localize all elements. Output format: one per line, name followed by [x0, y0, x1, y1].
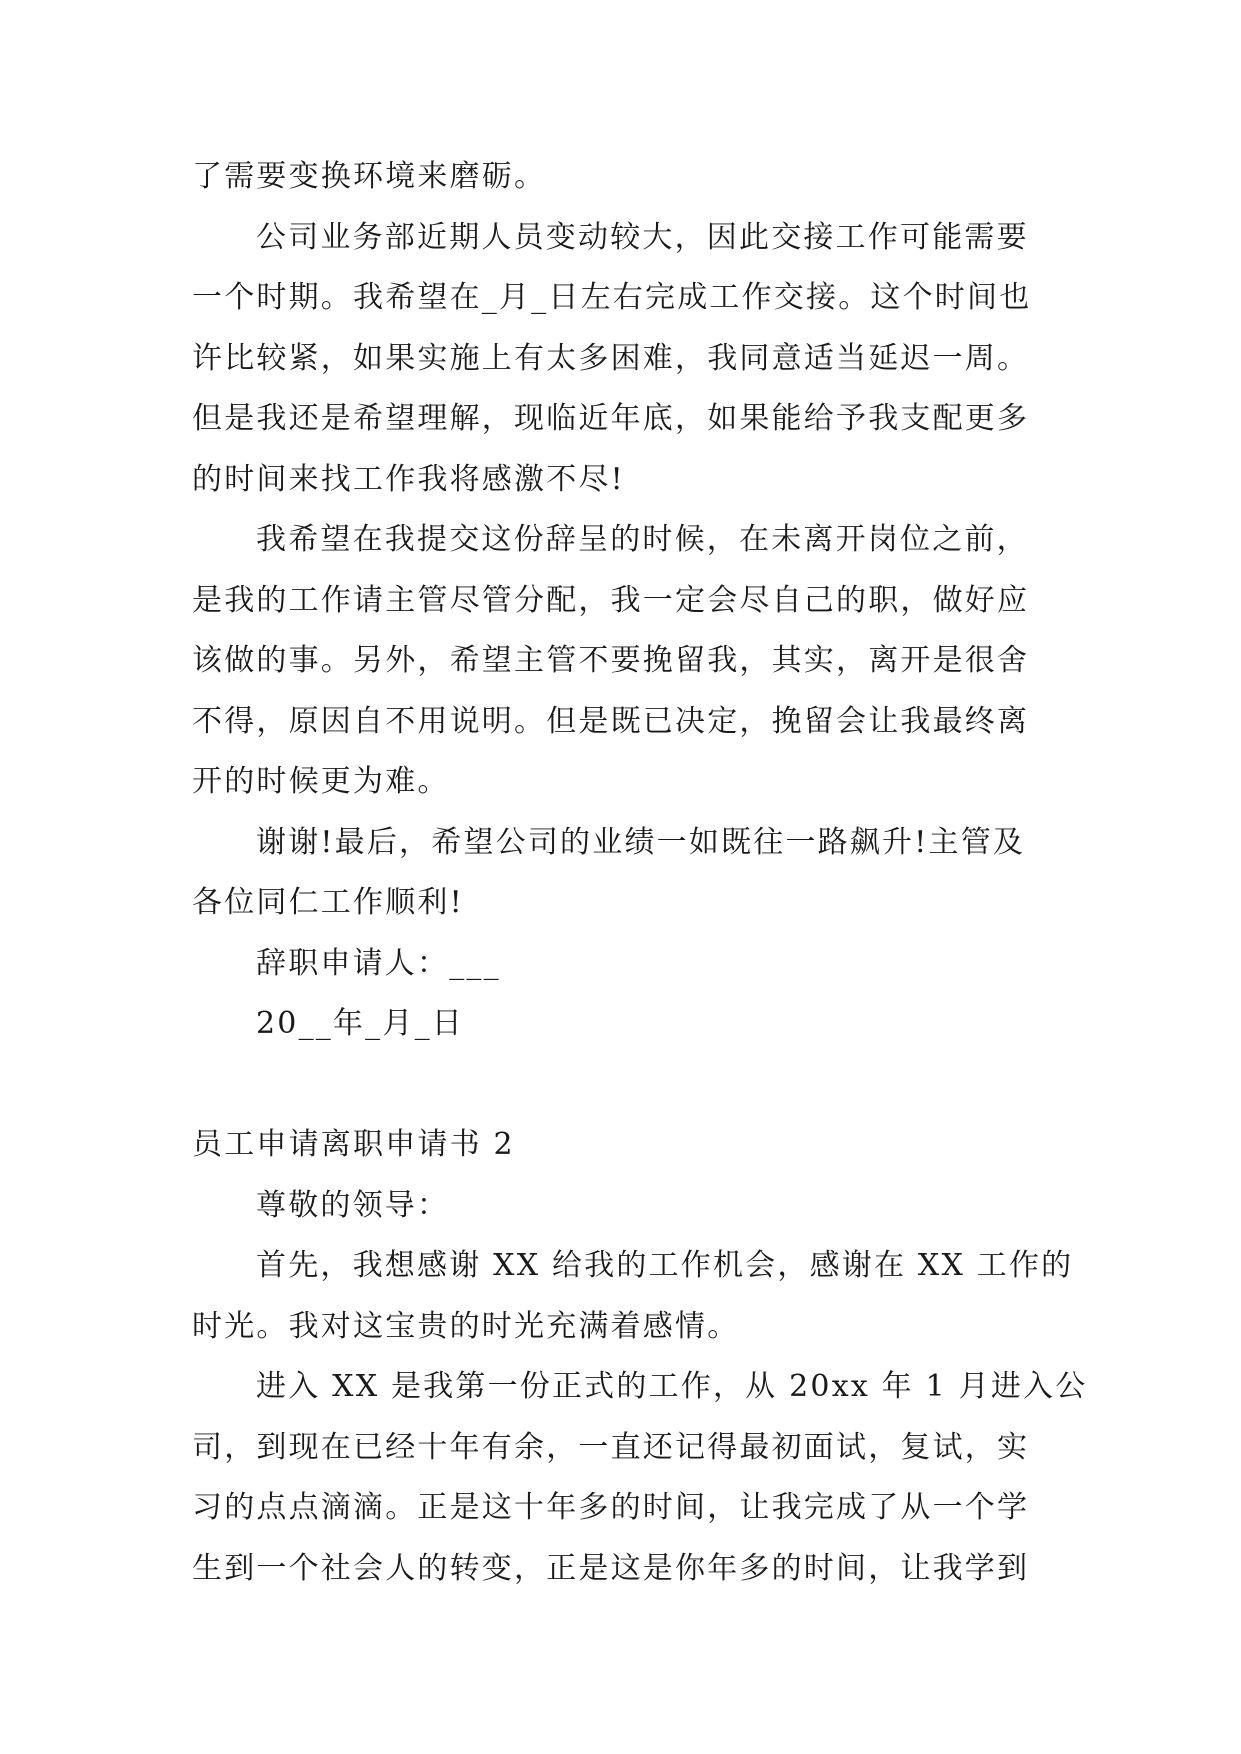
paragraph-line: 首先，我想感谢 XX 给我的工作机会，感谢在 XX 工作的 [256, 1248, 1074, 1283]
paragraph-line: 生到一个社会人的转变，正是这是你年多的时间，让我学到 [192, 1550, 1030, 1586]
paragraph-line: 公司业务部近期人员变动较大，因此交接工作可能需要 [256, 219, 1029, 255]
paragraph-line: 不得，原因自不用说明。但是既已决定，挽留会让我最终离 [192, 703, 1030, 739]
paragraph-line: 一个时期。我希望在_月_日左右完成工作交接。这个时间也 [192, 280, 1032, 315]
paragraph-line: 的时间来找工作我将感激不尽! [192, 461, 625, 497]
signature-date: 20__年_月_日 [256, 1006, 464, 1041]
paragraph-line: 进入 XX 是我第一份正式的工作，从 20xx 年 1 月进入公 [256, 1369, 1088, 1404]
section-gap [192, 1055, 1052, 1116]
paragraph-line: 该做的事。另外，希望主管不要挽留我，其实，离开是很舍 [192, 643, 1030, 678]
paragraph-line: 但是我还是希望理解，现临近年底，如果能给予我支配更多 [192, 401, 1030, 436]
paragraph-line: 司，到现在已经十年有余，一直还记得最初面试，复试，实 [192, 1429, 1030, 1465]
paragraph-line: 各位同仁工作顺利! [192, 885, 464, 920]
paragraph-line: 时光。我对这宝贵的时光充满着感情。 [192, 1308, 740, 1344]
section-title: 员工申请离职申请书 2 [192, 1127, 515, 1162]
paragraph-line: 了需要变换环境来磨砺。 [192, 159, 547, 194]
paragraph-line: 开的时候更为难。 [192, 764, 450, 799]
paragraph-line: 我希望在我提交这份辞呈的时候，在未离开岗位之前， [256, 522, 1029, 557]
paragraph-line: 是我的工作请主管尽管分配，我一定会尽自己的职，做好应 [192, 582, 1030, 618]
document-body [192, 147, 1088, 1599]
paragraph-line: 谢谢!最后，希望公司的业绩一如既往一路飙升!主管及 [256, 824, 1026, 860]
paragraph-line: 习的点点滴滴。正是这十年多的时间，让我完成了从一个学 [192, 1490, 1030, 1525]
signature-applicant: 辞职申请人：___ [256, 945, 501, 981]
paragraph-line: 许比较紧，如果实施上有太多困难，我同意适当延迟一周。 [192, 340, 1030, 376]
salutation: 尊敬的领导： [256, 1187, 450, 1223]
